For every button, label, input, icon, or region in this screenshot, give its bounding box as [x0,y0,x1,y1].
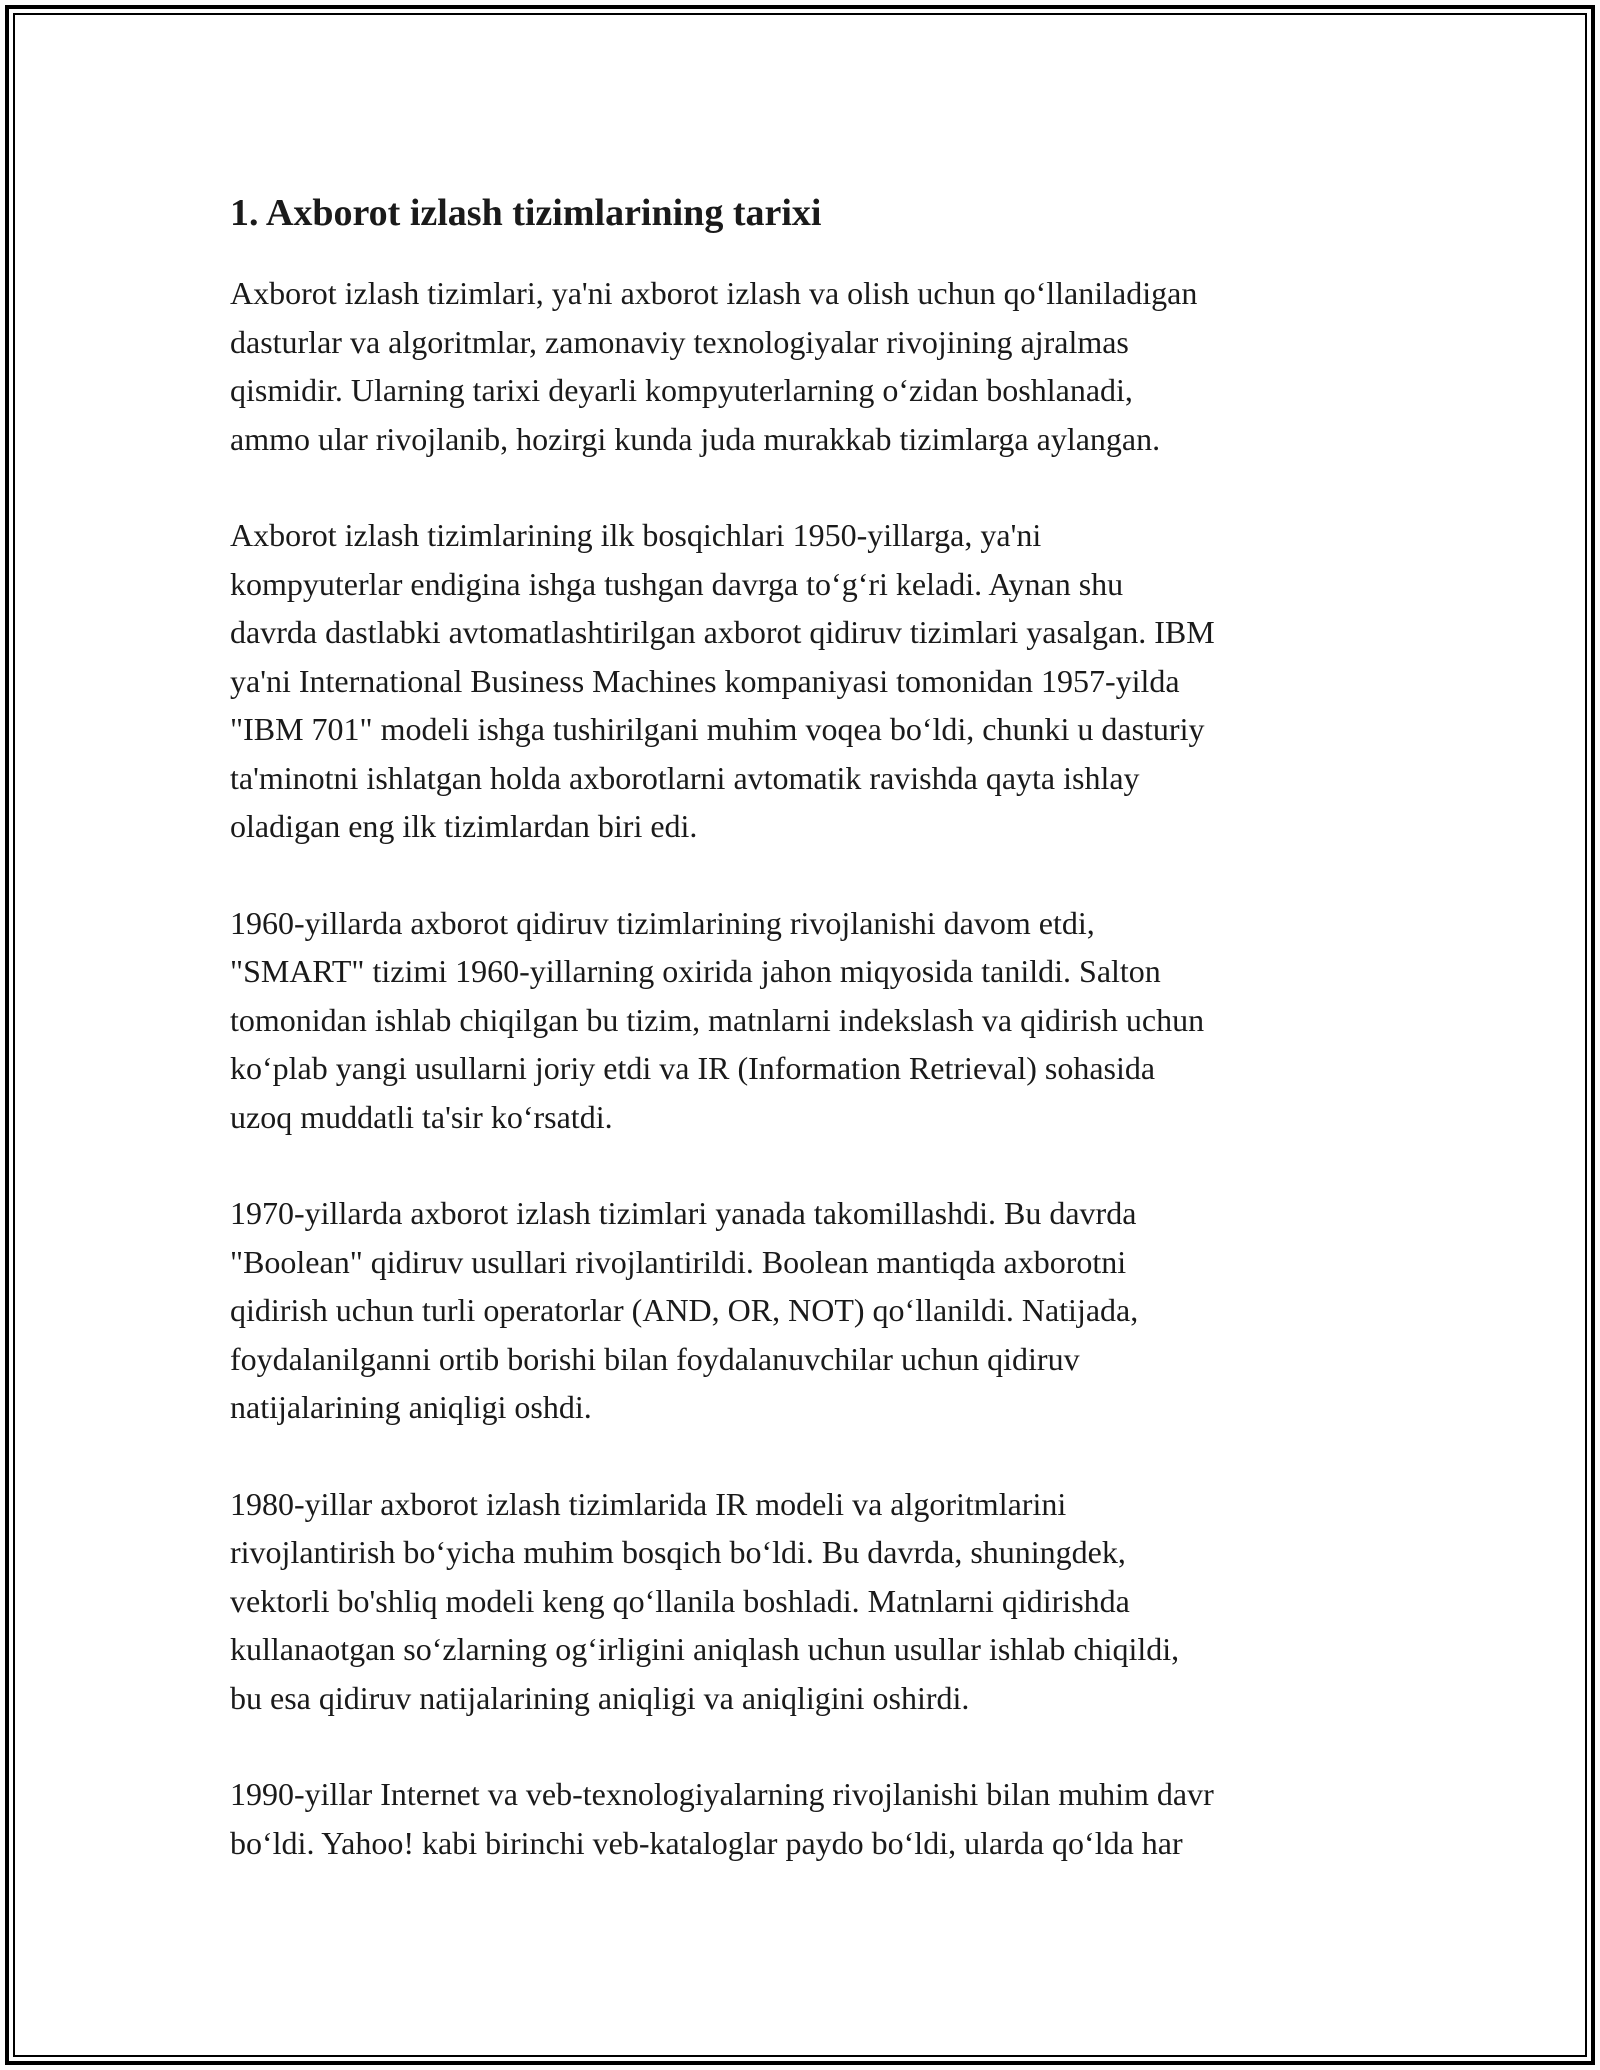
paragraph-line: rivojlantirish bo‘yicha muhim bosqich bo‘ldi. Bu davrda, shuningdek, [230,1534,1126,1570]
paragraph-line: "SMART" tizimi 1960-yillarning oxirida jahon miqyosida tanildi. Salton [230,953,1161,989]
paragraph-line: vektorli bo'shliq modeli keng qo‘llanila boshladi. Matnlarni qidirishda [230,1582,1130,1619]
paragraph [230,1189,1390,1432]
paragraph-line: qidirish uchun turli operatorlar (AND, OR, NOT) qo‘llanildi. Natijada, [230,1292,1139,1328]
paragraph-line: "IBM 701" modeli ishga tushirilgani muhim voqea bo‘ldi, chunki u dasturiy [230,711,1205,747]
paragraph [230,1480,1390,1723]
paragraph-line: kompyuterlar endigina ishga tushgan davrga to‘g‘ri keladi. Aynan shu [230,565,1124,602]
paragraph-line: dasturlar va algoritmlar, zamonaviy texnologiyalar rivojining ajralmas [230,323,1129,360]
paragraph-line: bo‘ldi. Yahoo! kabi birinchi veb-kataloglar paydo bo‘ldi, ularda qo‘lda har [230,1824,1183,1861]
paragraph-line: bu esa qidiruv natijalarining aniqligi va aniqligini oshirdi. [230,1679,970,1716]
document-content [230,185,1390,1915]
paragraph-line: uzoq muddatli ta'sir ko‘rsatdi. [230,1098,613,1135]
paragraph-line: tomonidan ishlab chiqilgan bu tizim, matnlarni indekslash va qidirish uchun [230,1001,1205,1038]
paragraph-line: oladigan eng ilk tizimlardan biri edi. [230,808,698,844]
paragraph-line: natijalarining aniqligi oshdi. [230,1389,592,1425]
paragraph-line: davrda dastlabki avtomatlashtirilgan axborot qidiruv tizimlari yasalgan. IBM [230,614,1215,650]
paragraph-list [230,269,1390,1867]
paragraph-line: qismidir. Ularning tarixi deyarli kompyuterlarning o‘zidan boshlanadi, [230,372,1133,408]
paragraph-line: Axborot izlash tizimlari, ya'ni axborot izlash va olish uchun qo‘llaniladigan [230,275,1198,311]
paragraph-line: foydalanilganni ortib borishi bilan foydalanuvchilar uchun qidiruv [230,1340,1080,1377]
section-heading: 1. Axborot izlash tizimlarining tarixi [230,192,822,234]
paragraph-line: ya'ni International Business Machines kompaniyasi tomonidan 1957-yilda [230,662,1180,699]
paragraph-line: ammo ular rivojlanib, hozirgi kunda juda murakkab tizimlarga aylangan. [230,420,1161,457]
paragraph-line: 1990-yillar Internet va veb-texnologiyalarning rivojlanishi bilan muhim davr [230,1776,1214,1812]
paragraph-line: "Boolean" qidiruv usullari rivojlantirildi. Boolean mantiqda axborotni [230,1243,1127,1280]
paragraph [230,899,1390,1142]
paragraph-line: ko‘plab yangi usullarni joriy etdi va IR (Information Retrieval) sohasida [230,1050,1156,1086]
paragraph [230,511,1390,851]
paragraph-line: kullanaotgan so‘zlarning og‘irligini aniqlash uchun usullar ishlab chiqildi, [230,1631,1180,1667]
paragraph-line: 1980-yillar axborot izlash tizimlarida IR modeli va algoritmlarini [230,1485,1067,1522]
paragraph-line: 1970-yillarda axborot izlash tizimlari yanada takomillashdi. Bu davrda [230,1195,1137,1231]
paragraph [230,269,1390,463]
paragraph-line: Axborot izlash tizimlarining ilk bosqichlari 1950-yillarga, ya'ni [230,517,1042,553]
paragraph-line: 1960-yillarda axborot qidiruv tizimlarining rivojlanishi davom etdi, [230,904,1095,941]
paragraph [230,1770,1390,1867]
paragraph-line: ta'minotni ishlatgan holda axborotlarni avtomatik ravishda qayta ishlay [230,759,1140,796]
